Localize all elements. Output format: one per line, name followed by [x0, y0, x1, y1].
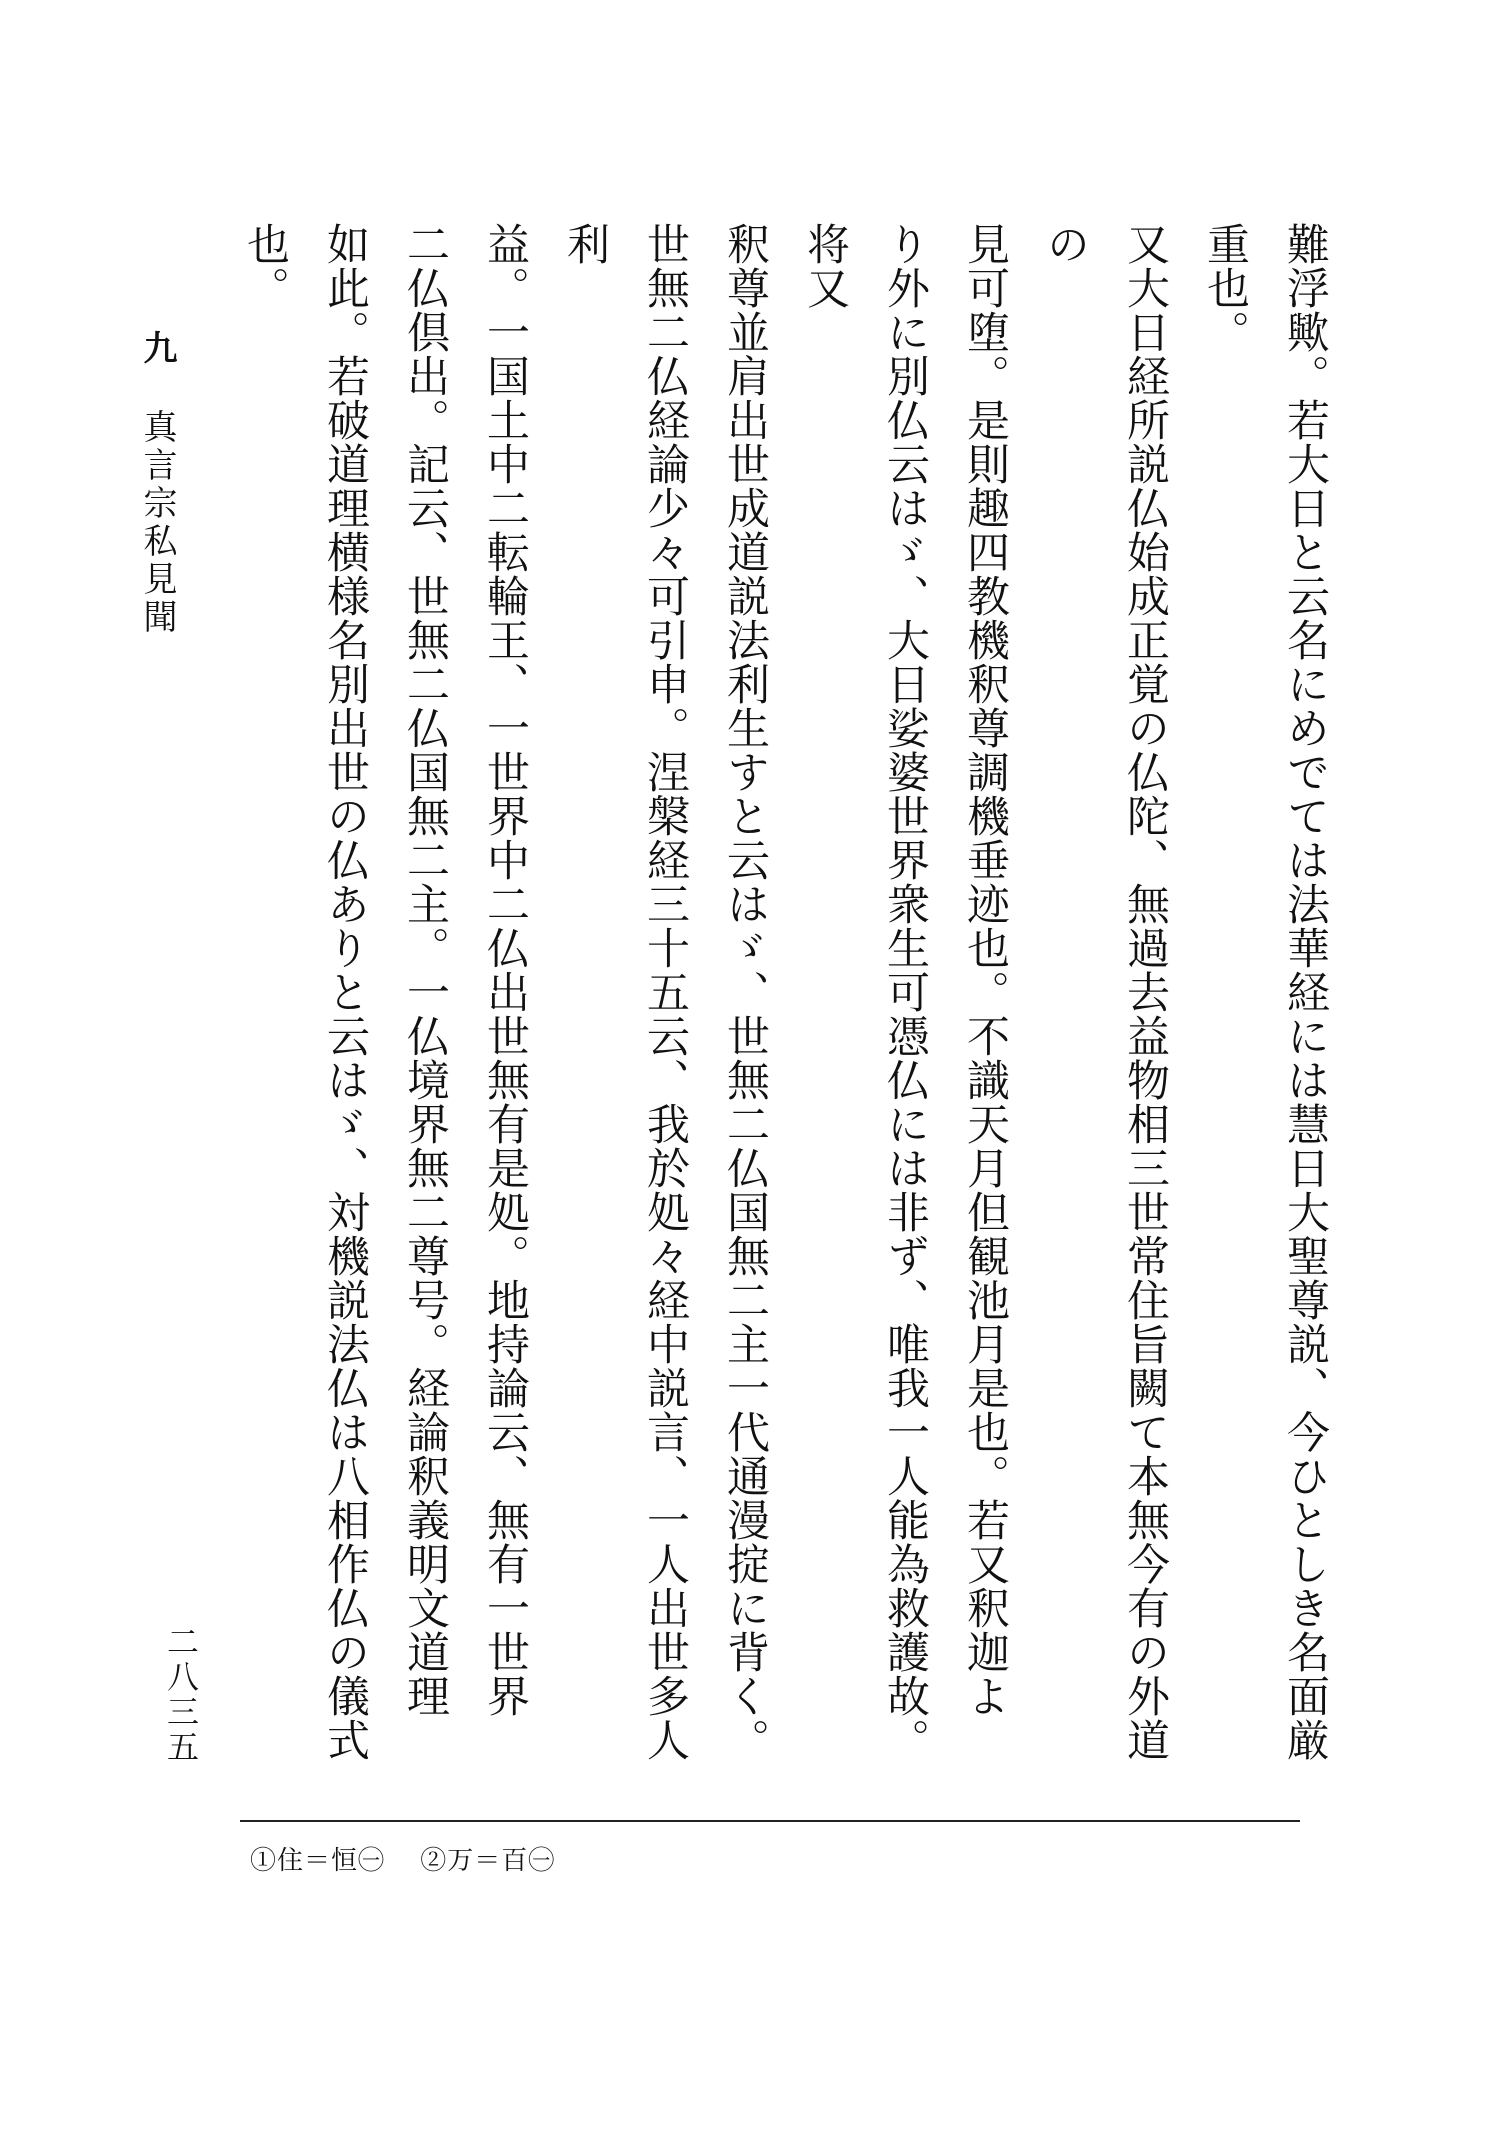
chapter-number: 九	[137, 330, 177, 368]
running-head	[137, 330, 177, 637]
text-line: 益。一国土中二転輪王、一世界中二仏出世無有是処。地持論云、無有一世界	[480, 222, 530, 1718]
text-line: 如此。若破道理横様名別出世の仏ありと云はゞ、対機説法仏は八相作仏の儀式也。	[240, 222, 370, 1762]
text-line: 難浮歟。若大日と云名にめでては法華経には慧日大聖尊説、今ひとしき名面厳重也。	[1200, 222, 1330, 1762]
footnote-2: ②万＝百㊀	[420, 1846, 556, 1876]
text-line: 見可堕。是則趣四教機釈尊調機垂迹也。不識天月但観池月是也。若又釈迦よ	[960, 222, 1010, 1718]
text-line: 又大日経所説仏始成正覚の仏陀、無過去益物相三世常住旨闕て本無今有の外道の	[1040, 222, 1170, 1762]
footnotes	[250, 1840, 581, 1877]
text-line: 釈尊並肩出世成道説法利生すと云はゞ、世無二仏国無二主一代通漫掟に背く。	[720, 222, 770, 1762]
text-line: 二仏倶出。記云、世無二仏国無二主。一仏境界無二尊号。経論釈義明文道理	[400, 222, 450, 1718]
text-line: り外に別仏云はゞ、大日娑婆世界衆生可憑仏には非ず、唯我一人能為救護故。将又	[800, 222, 930, 1762]
footnote-1: ①住＝恒㊀	[250, 1846, 386, 1876]
footnote-divider	[240, 1820, 1300, 1822]
text-line: 世無二仏経論少々可引申。涅槃経三十五云、我於処々経中説言、一人出世多人利	[560, 222, 690, 1762]
body-text	[225, 222, 1345, 1782]
book-title: 真言宗私見聞	[137, 408, 177, 637]
page-number: 二八三五	[162, 1625, 200, 1765]
